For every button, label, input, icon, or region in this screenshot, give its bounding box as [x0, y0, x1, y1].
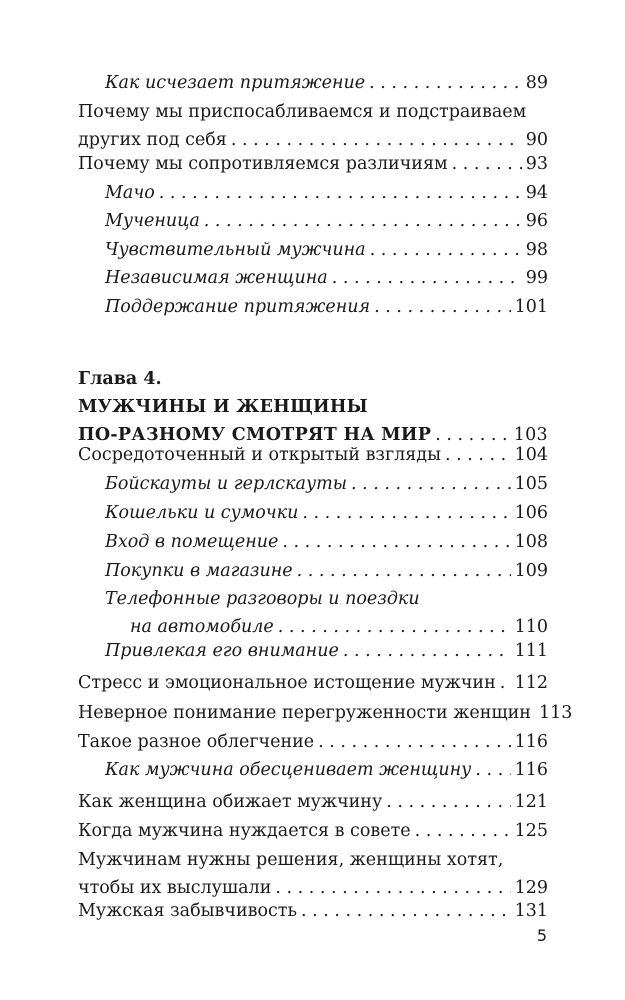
toc-entry-page: 111: [514, 641, 548, 661]
toc-entry-page: 116: [514, 732, 548, 752]
toc-entry[interactable]: [105, 293, 548, 321]
dot-leader: [475, 756, 510, 784]
toc-entry[interactable]: [105, 69, 548, 97]
toc-entry[interactable]: [78, 897, 548, 925]
toc-entry-title: Чувствительный мужчина: [105, 240, 366, 260]
toc-entry[interactable]: [78, 98, 548, 154]
toc-entry-page: 109: [514, 561, 548, 581]
toc-entry-title: на автомобиле: [130, 617, 274, 637]
toc-entry[interactable]: [105, 207, 548, 235]
toc-entry[interactable]: [105, 557, 548, 585]
dot-leader: [370, 236, 522, 264]
dot-leader: [500, 669, 511, 697]
toc-entry-title-line1: Телефонные разговоры и поездки: [105, 589, 420, 609]
dot-leader: [369, 69, 522, 97]
dot-leader: [343, 637, 511, 665]
toc-entry-title: Привлекая его внимание: [105, 641, 339, 661]
toc-entry-title: других под себя: [78, 130, 227, 150]
toc-entry-title: Такое разное облегчение: [78, 732, 315, 752]
toc-entry-page: 110: [514, 617, 548, 637]
dot-leader: [204, 207, 522, 235]
toc-entry-title: чтобы их выслушали: [78, 878, 272, 898]
toc-entry[interactable]: [105, 179, 548, 207]
dot-leader: [301, 897, 511, 925]
toc-entry-page: 104: [514, 445, 548, 465]
toc-entry-title: Мужская забывчивость: [78, 901, 298, 921]
chapter-heading[interactable]: [78, 365, 548, 449]
toc-entry[interactable]: [78, 699, 573, 727]
toc-entry-page: 105: [514, 474, 548, 494]
toc-entry-page: 90: [525, 130, 548, 150]
toc-entry[interactable]: [105, 499, 548, 527]
toc-entry-title-line1: Мужчинам нужны решения, женщины хотят,: [78, 850, 504, 870]
toc-entry[interactable]: [105, 528, 548, 556]
toc-entry[interactable]: [105, 264, 548, 292]
toc-entry-page: 131: [514, 901, 548, 921]
page-number: 5: [536, 926, 547, 945]
dot-leader: [159, 179, 522, 207]
toc-entry-page: 101: [514, 297, 548, 317]
dot-leader: [386, 788, 510, 816]
toc-entry-title: Поддержание притяжения: [105, 297, 371, 317]
toc-entry-title: Бойскауты и герлскауты: [105, 474, 347, 494]
toc-entry-title: Покупки в магазине: [105, 561, 293, 581]
toc-entry-page: 106: [514, 503, 548, 523]
toc-entry[interactable]: [78, 441, 548, 469]
toc-entry[interactable]: [78, 846, 548, 902]
toc-entry[interactable]: [78, 817, 548, 845]
toc-entry-title: Как мужчина обесценивает женщину: [105, 760, 472, 780]
toc-entry-title: Как исчезает притяжение: [105, 73, 366, 93]
toc-entry-title: Сосредоточенный и открытый взгляды: [78, 445, 441, 465]
toc-entry-page: 125: [514, 821, 548, 841]
toc-entry[interactable]: [105, 637, 548, 665]
toc-entry-title: Стресс и эмоциональное истощение мужчин: [78, 673, 496, 693]
toc-entry-page: 112: [514, 673, 548, 693]
toc-entry-page: 99: [525, 268, 548, 288]
toc-entry-title: Кошельки и сумочки: [105, 503, 299, 523]
dot-leader: [282, 528, 510, 556]
dot-leader: [452, 150, 522, 178]
toc-entry[interactable]: [78, 728, 548, 756]
toc-entry[interactable]: [105, 756, 548, 784]
toc-entry-page: 113: [538, 703, 573, 723]
toc-entry-page: 129: [514, 878, 548, 898]
toc-entry-title-line1: Почему мы приспосабливаемся и подстраиваем: [78, 102, 527, 122]
toc-entry[interactable]: [78, 669, 548, 697]
toc-entry-title: Неверное понимание перегруженности женщин: [78, 703, 531, 723]
toc-entry-page: 89: [525, 73, 548, 93]
toc-entry-title: Когда мужчина нуждается в совете: [78, 821, 411, 841]
dot-leader: [445, 441, 511, 469]
dot-leader: [297, 557, 511, 585]
dot-leader: [351, 470, 511, 498]
toc-entry-title: Вход в помещение: [105, 532, 279, 552]
dot-leader: [332, 264, 522, 292]
toc-entry-title: Мачо: [105, 183, 155, 203]
toc-entry-title: Как женщина обижает мужчину: [78, 792, 383, 812]
toc-entry[interactable]: [105, 585, 548, 641]
toc-entry-page: 94: [525, 183, 548, 203]
toc-entry-page: 96: [525, 211, 548, 231]
toc-entry[interactable]: [78, 150, 548, 178]
toc-entry-title: Почему мы сопротивляемся различиям: [78, 154, 448, 174]
chapter-title-line2: ПО-РАЗНОМУ СМОТРЯТ НА МИР: [78, 425, 432, 445]
dot-leader: [318, 728, 510, 756]
toc-entry[interactable]: [78, 788, 548, 816]
toc-entry-title: Мученица: [105, 211, 200, 231]
toc-entry-page: 116: [514, 760, 548, 780]
chapter-label: Глава 4.: [78, 369, 162, 389]
dot-leader: [415, 817, 511, 845]
chapter-page: 103: [513, 425, 548, 445]
toc-entry-page: 93: [525, 154, 548, 174]
dot-leader: [374, 293, 510, 321]
dot-leader: [302, 499, 510, 527]
toc-entry-page: 121: [514, 792, 548, 812]
chapter-title-line1: МУЖЧИНЫ И ЖЕНЩИНЫ: [78, 397, 368, 417]
toc-entry-title: Независимая женщина: [105, 268, 328, 288]
toc-entry[interactable]: [105, 470, 548, 498]
toc-entry-page: 98: [525, 240, 548, 260]
toc-entry[interactable]: [105, 236, 548, 264]
toc-entry-page: 108: [514, 532, 548, 552]
